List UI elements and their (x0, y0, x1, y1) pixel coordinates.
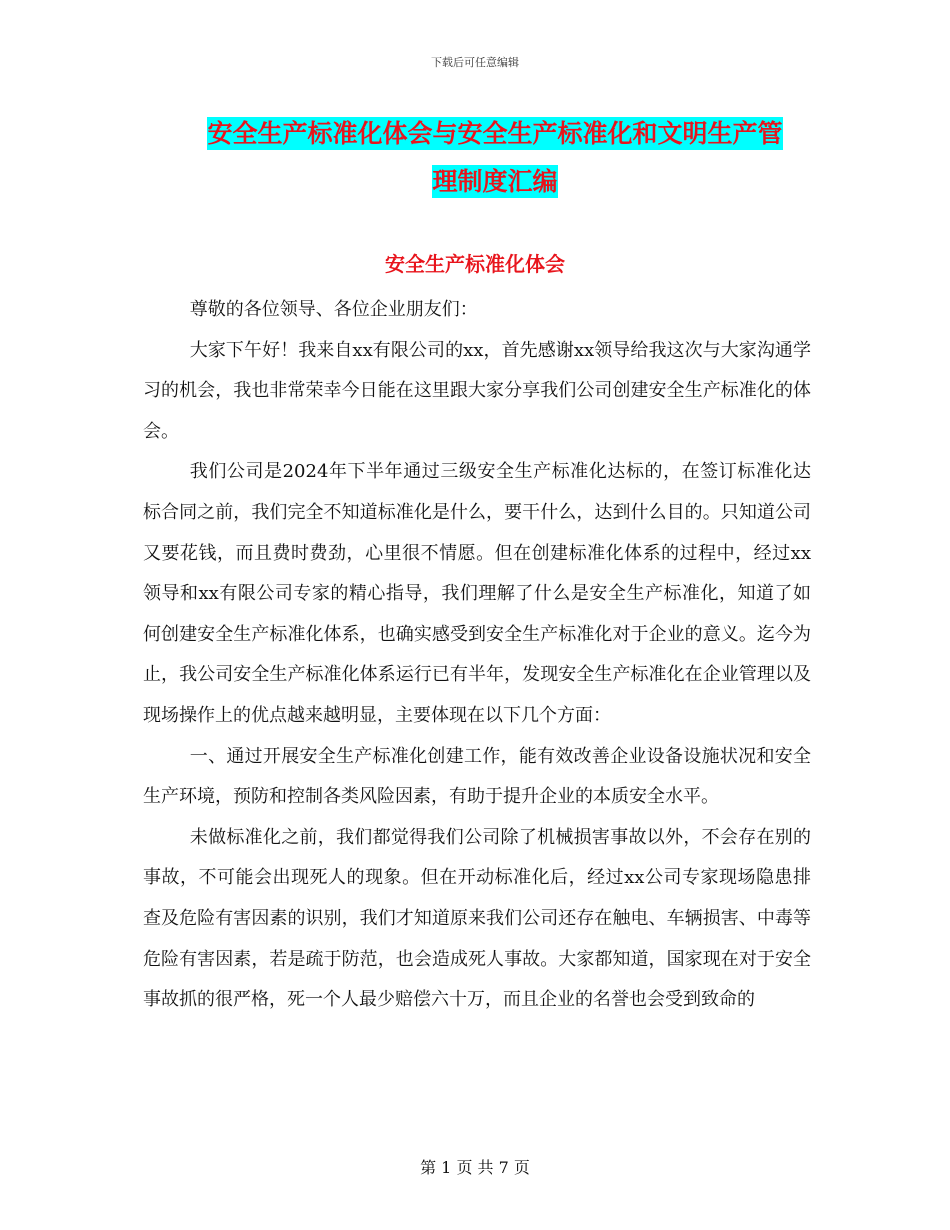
document-title (130, 110, 860, 206)
document-title-line-1: 安全生产标准化体会与安全生产标准化和文明生产管 (207, 119, 783, 148)
header-note: 下载后可任意编辑 (431, 56, 519, 69)
document-title-line-2: 理制度汇编 (432, 167, 558, 196)
paragraph-point-one: 一、通过开展安全生产标准化创建工作，能有效改善企业设备设施状况和安全生产环境，预防和控制各类风险因素，有助于提升企业的本质安全水平。 (143, 745, 811, 808)
section-title: 安全生产标准化体会 (385, 252, 565, 276)
paragraph-salutation: 尊敬的各位领导、各位企业朋友们： (189, 299, 478, 320)
paragraph-before-standardization: 未做标准化之前，我们都觉得我们公司除了机械损害事故以外，不会存在别的事故，不可能会出现死人的现象。但在开动标准化后，经过xx公司专家现场隐患排查及危险有害因素的识别，我们才知道原来我们公司还存在触电、车辆损害、中毒等危险有害因素，若是疏于防范，也会造成死人事故。大家都知道，国家现在对于安全事故抓的很严格，死一个人最少赔偿六十万，而且企业的名誉也会受到致命的 (143, 826, 811, 1011)
document-body (143, 290, 811, 1021)
paragraph-background: 我们公司是2024年下半年通过三级安全生产标准化达标的，在签订标准化达标合同之前，我们完全不知道标准化是什么，要干什么，达到什么目的。只知道公司又要花钱，而且费时费劲，心里很不情愿。但在创建标准化体系的过程中，经过xx领导和xx有限公司专家的精心指导，我们理解了什么是安全生产标准化，知道了如何创建安全生产标准化体系，也确实感受到安全生产标准化对于企业的意义。迄今为止，我公司安全生产标准化体系运行已有半年，发现安全生产标准化在企业管理以及现场操作上的优点越来越明显，主要体现在以下几个方面： (143, 461, 811, 726)
paragraph-greeting: 大家下午好！我来自xx有限公司的xx，首先感谢xx领导给我这次与大家沟通学习的机会，我也非常荣幸今日能在这里跟大家分享我们公司创建安全生产标准化的体会。 (143, 339, 811, 442)
page-number: 第 1 页 共 7 页 (420, 1158, 530, 1177)
